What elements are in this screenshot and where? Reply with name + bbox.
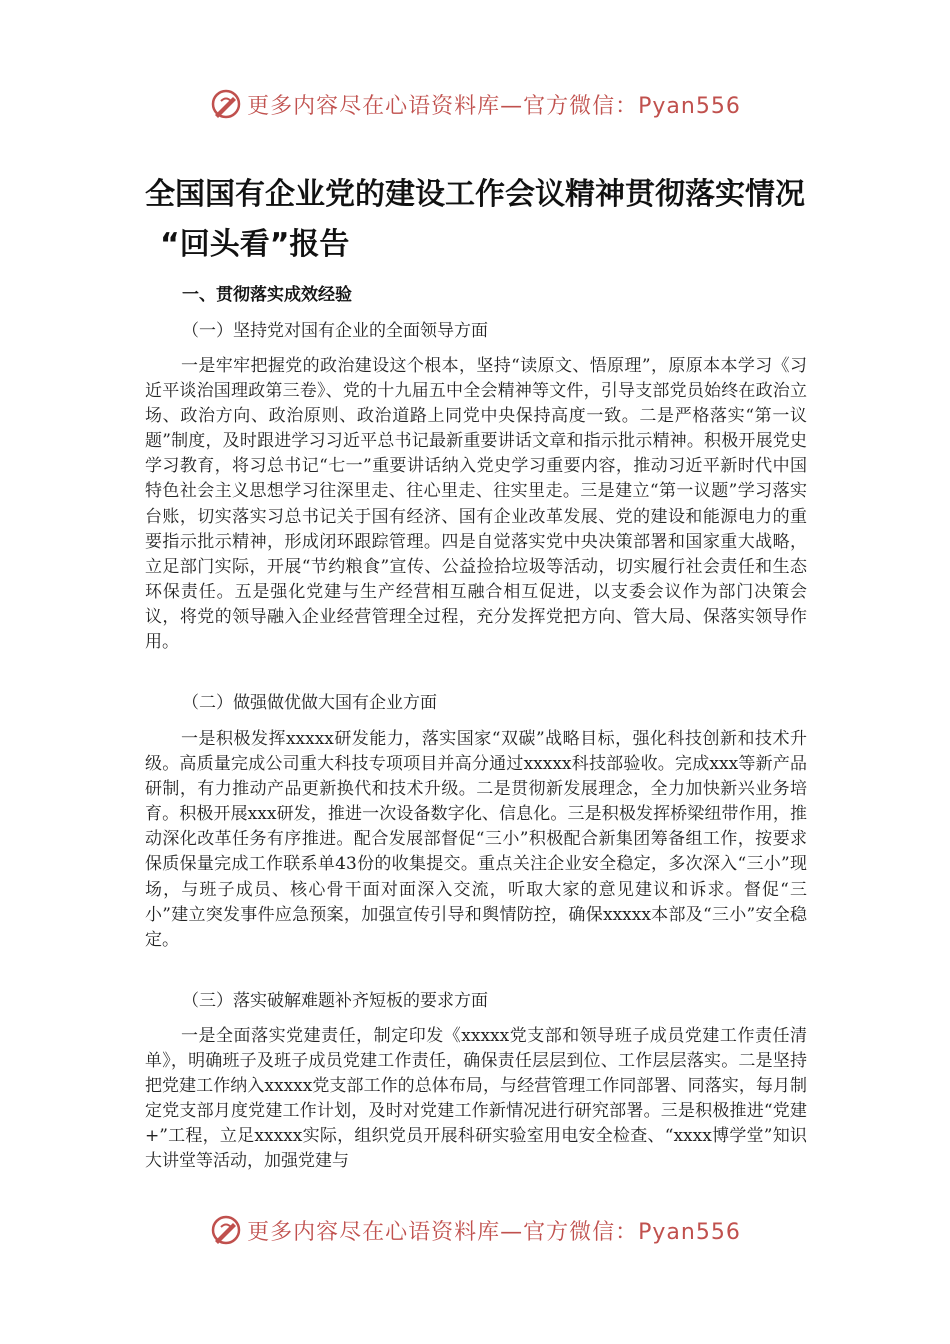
watermark-text: 更多内容尽在心语资料库—官方微信：Pyan556 [247, 93, 741, 119]
pen-logo-icon [209, 87, 243, 121]
watermark-banner-bottom [0, 1208, 950, 1252]
document-title-line1: 全国国有企业党的建设工作会议精神贯彻落实情况 [145, 177, 805, 212]
paragraph-1: 一是牢牢把握党的政治建设这个根本，坚持“读原文、悟原理”，原原本本学习《习近平谈治国理政第三卷》、党的十九届五中全会精神等文件，引导支部党员始终在政治立场、政治方向、政治原则、政治道路上同党中央保持高度一致。二是严格落实“第一议题”制度，及时跟进学习习近平总书记最新重要讲话文章和指示批示精神。积极开展党史学习教育，将习总书记“七一”重要讲话纳入党史学习重要内容，推动习近平新时代中国特色社会主义思想学习往深里走、往心里走、往实里走。三是建立“第一议题”学习落实台账，切实落实习总书记关于国有经济、国有企业改革发展、党的建设和能源电力的重要指示批示精神，形成闭环跟踪管理。四是自觉落实党中央决策部署和国家重大战略，立足部门实际，开展“节约粮食”宣传、公益捡拾垃圾等活动，切实履行社会责任和生态环保责任。五是强化党建与生产经营相互融合相互促进，以支委会议作为部门决策会议，将党的领导融入企业经营管理全过程，充分发挥党把方向、管大局、保落实领导作用。 [145, 356, 807, 653]
document-title-line2: “回头看”报告 [160, 227, 350, 262]
section-heading: 一、贯彻落实成效经验 [182, 285, 352, 305]
paragraph-2: 一是积极发挥xxxxx研发能力，落实国家“双碳”战略目标，强化科技创新和技术升级。高质量完成公司重大科技专项项目并高分通过xxxxx科技部验收。完成xxx等新产品研制，有力推动产品更新换代和技术升级。二是贯彻新发展理念，全力加快新兴业务培育。积极开展xxx研发，推进一次设备数字化、信息化。三是积极发挥桥梁纽带作用，推动深化改革任务有序推进。配合发展部督促“三小”积极配合新集团筹备组工作，按要求保质保量完成工作联系单43份的收集提交。重点关注企业安全稳定，多次深入“三小”现场，与班子成员、核心骨干面对面深入交流，听取大家的意见建议和诉求。督促“三小”建立突发事件应急预案，加强宣传引导和舆情防控，确保xxxxx本部及“三小”安全稳定。 [145, 729, 807, 950]
paragraph-3: 一是全面落实党建责任，制定印发《xxxxx党支部和领导班子成员党建工作责任清单》，明确班子及班子成员党建工作责任，确保责任层层到位、工作层层落实。二是坚持把党建工作纳入xxxxx党支部工作的总体布局，与经营管理工作同部署、同落实，每月制定党支部月度党建工作计划，及时对党建工作新情况进行研究部署。三是积极推进“党建+”工程，立足xxxxx实际，组织党员开展科研实验室用电安全检查、“xxxx博学堂”知识大讲堂等活动，加强党建与 [145, 1026, 807, 1172]
watermark-banner-top [0, 82, 950, 126]
subsection-heading-3: （三）落实破解难题补齐短板的要求方面 [182, 991, 488, 1011]
watermark-text: 更多内容尽在心语资料库—官方微信：Pyan556 [247, 1219, 741, 1245]
pen-logo-icon [209, 1213, 243, 1247]
subsection-heading-2: （二）做强做优做大国有企业方面 [182, 693, 437, 713]
subsection-heading-1: （一）坚持党对国有企业的全面领导方面 [182, 321, 488, 341]
